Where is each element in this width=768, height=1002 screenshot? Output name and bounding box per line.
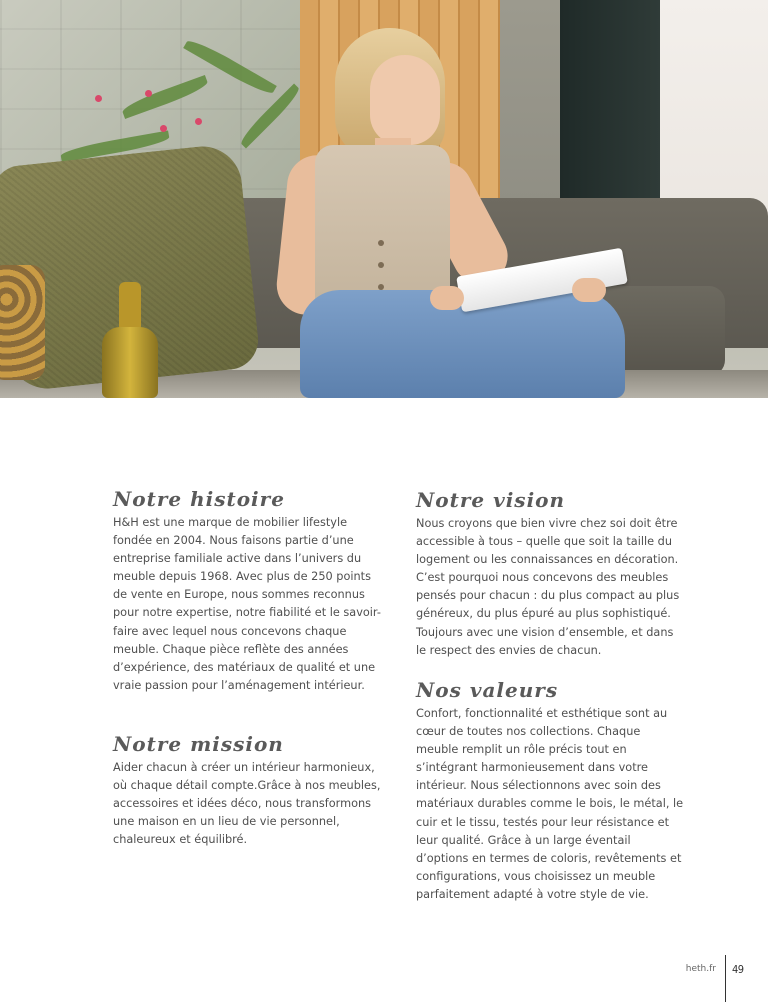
vest-button bbox=[378, 240, 384, 246]
section-notre-vision bbox=[416, 487, 686, 660]
text-notre-mission: Aider chacun à créer un intérieur harmonieux, où chaque détail compte.Grâce à nos meubles, accessoires et idées déco, nous transformons une maison en un lieu de vie personnel, chaleureux et équilibré. bbox=[113, 761, 381, 847]
flower bbox=[145, 90, 152, 97]
woman-hand bbox=[430, 286, 464, 310]
heading-notre-vision: Notre vision bbox=[416, 488, 566, 512]
section-nos-valeurs bbox=[416, 677, 686, 904]
flower bbox=[195, 118, 202, 125]
section-notre-mission bbox=[113, 731, 383, 849]
patterned-cushion bbox=[0, 265, 45, 380]
heading-notre-mission: Notre mission bbox=[113, 732, 284, 756]
woman-hand bbox=[572, 278, 606, 302]
text-notre-histoire: H&H est une marque de mobilier lifestyle fondée en 2004. Nous faisons partie d’une entreprise familiale active dans l’univers du meuble depuis 1968. Avec plus de 250 points de vente en Europe, nous sommes reconnus pour notre expertise, notre fiabilité et le savoir-faire avec lequel nous concevons chaque meuble. Chaque pièce reflète des années d’expérience, des matériaux de qualité et une vraie passion pour l’aménagement intérieur. bbox=[113, 516, 381, 692]
woman-vest bbox=[315, 145, 450, 305]
footer-divider bbox=[725, 955, 726, 1002]
woman-face bbox=[370, 55, 440, 145]
heading-nos-valeurs: Nos valeurs bbox=[416, 678, 559, 702]
section-notre-histoire bbox=[113, 486, 383, 695]
heading-notre-histoire: Notre histoire bbox=[113, 487, 285, 511]
flower bbox=[95, 95, 102, 102]
text-nos-valeurs: Confort, fonctionnalité et esthétique sont au cœur de toutes nos collections. Chaque meuble remplit un rôle précis tout en s’intégrant harmonieusement dans votre intérieur. Nous sélectionnons avec soin des matériaux durables comme le bois, le métal, le cuir et le tissu, testés pour leur résistance et leur qualité. Grâce à un large éventail d’options en termes de coloris, revêtements et configurations, vous choisissez un meuble parfaitement adapté à votre style de vie. bbox=[416, 707, 684, 901]
flower bbox=[160, 125, 167, 132]
footer-website: heth.fr bbox=[685, 964, 716, 974]
decorative-bottle bbox=[102, 282, 158, 398]
hero-photo bbox=[0, 0, 768, 398]
text-notre-vision: Nous croyons que bien vivre chez soi doit être accessible à tous – quelle que soit la taille du logement ou les connaissances en décoration. C’est pourquoi nous concevons des meubles pensés pour chacun : du plus compact au plus généreux, du plus épuré au plus sophistiqué. Toujours avec une vision d’ensemble, et dans le respect des envies de chacun. bbox=[416, 517, 680, 657]
page-number: 49 bbox=[732, 963, 744, 976]
vest-button bbox=[378, 262, 384, 268]
